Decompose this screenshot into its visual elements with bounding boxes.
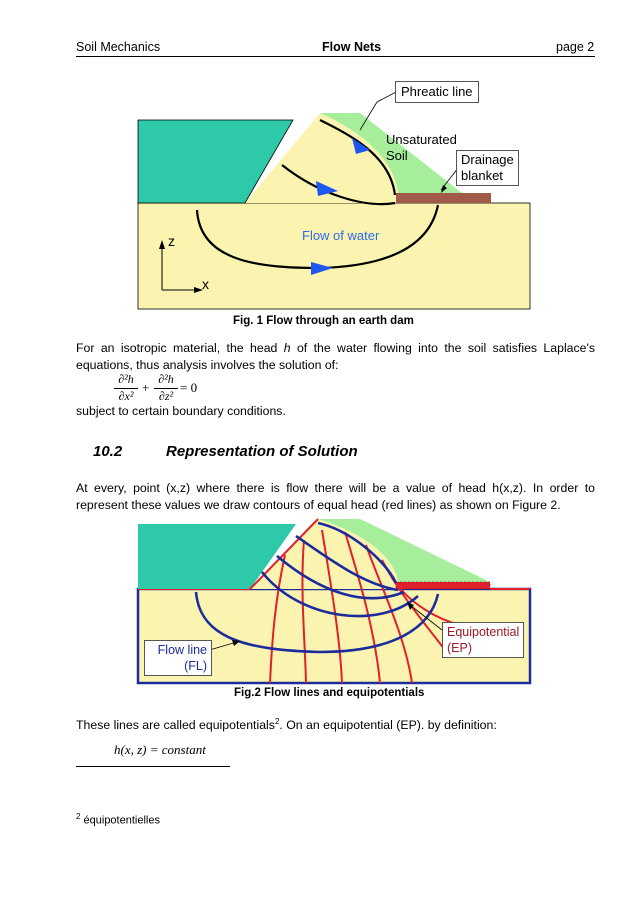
fig1-label-drainage-2: blanket <box>461 168 503 183</box>
fig1-drainage-blanket <box>396 193 491 203</box>
section-title: Representation of Solution <box>166 443 358 460</box>
para1-head-symbol: h <box>283 341 291 355</box>
laplace-equation <box>114 372 214 406</box>
para1-text-b: of the water flowing into the soil satisfies Laplace's equations, thus analysis involves the solution of: <box>76 341 595 372</box>
fig1-label-unsaturated-2: Soil <box>386 148 408 163</box>
footnote-rule <box>76 766 230 767</box>
fig2-label-flow-line-1: Flow line <box>157 643 207 657</box>
eq-den-1: ∂x² <box>118 389 134 403</box>
fig2-label-flow-line <box>144 640 212 676</box>
paragraph-equal-head: At every, point (x,z) where there is flow there will be a value of head h(x,z). In order to represent these values we draw contours of equal head (red lines) as shown on Figure 2. <box>76 481 595 512</box>
header-left: Soil Mechanics <box>76 40 161 54</box>
footnote-mark: 2 <box>76 812 81 821</box>
section-number: 10.2 <box>93 443 123 460</box>
fig2-label-equipotential-1: Equipotential <box>447 625 520 639</box>
fig1-label-unsaturated-1: Unsaturated <box>386 132 457 147</box>
fig1-foundation <box>138 203 530 309</box>
fig2-caption: Fig.2 Flow lines and equipotentials <box>234 687 425 699</box>
eq-den-2: ∂z² <box>158 389 174 403</box>
paragraph-boundary: subject to certain boundary conditions. <box>76 404 286 418</box>
constant-head-equation: h(x, z) = constant <box>114 742 206 757</box>
para4-text-b: . On an equipotential (EP). by definition: <box>279 718 497 733</box>
figure-2 <box>0 510 638 690</box>
header-center: Flow Nets <box>322 40 382 54</box>
fig1-axis-label-x: x <box>202 276 209 292</box>
fig1-label-drainage <box>456 150 519 186</box>
eq-num-2: ∂²h <box>158 372 174 386</box>
fig2-label-flow-line-2: (FL) <box>184 659 207 673</box>
fig2-label-equipotential <box>442 622 524 658</box>
fig1-label-unsaturated <box>386 132 457 164</box>
eq-num-1: ∂²h <box>118 372 134 386</box>
eq-plus: + <box>142 380 150 395</box>
fig1-label-drainage-1: Drainage <box>461 152 514 167</box>
footnote-text: équipotentielles <box>83 814 160 827</box>
footnote <box>76 812 160 827</box>
fig1-phreatic-leader <box>377 92 396 102</box>
fig1-axis-label-z: z <box>168 233 175 249</box>
paragraph-laplace <box>76 340 595 374</box>
fig1-label-phreatic-line: Phreatic line <box>395 81 479 103</box>
fig2-drainage-blanket <box>396 582 490 589</box>
para4-text-a: These lines are called equipotentials <box>76 718 275 733</box>
paragraph-equipotentials <box>76 713 595 734</box>
figure-1 <box>0 0 638 330</box>
eq-equals-zero: = 0 <box>180 380 198 395</box>
header-right: page 2 <box>556 40 595 54</box>
para1-text-a: For an isotropic material, the head <box>76 341 284 355</box>
fig1-caption: Fig. 1 Flow through an earth dam <box>233 315 414 327</box>
fig1-label-flow-of-water: Flow of water <box>302 228 380 243</box>
fig2-label-equipotential-2: (EP) <box>447 641 472 655</box>
para4-footnote-ref: 2 <box>274 717 280 726</box>
